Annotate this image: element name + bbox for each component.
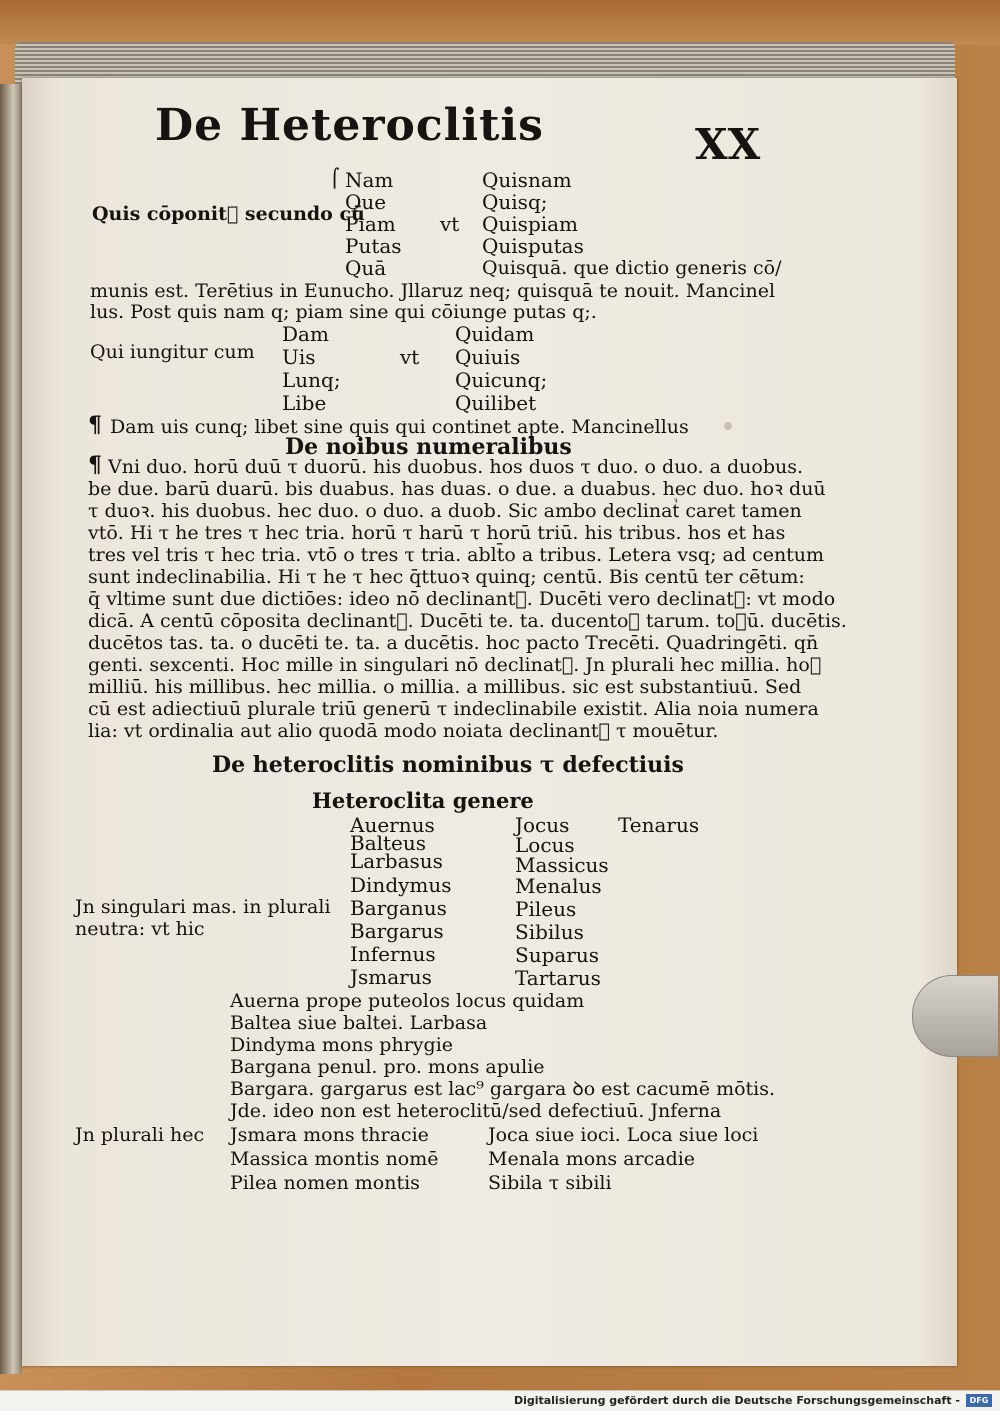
text-line: τ duoꝛ. his duobus. hec duo. o duo. a duob. Sic ambo declinatᷣ caret tamen [88,500,802,522]
block3-col3-item: Tenarus [618,813,700,837]
block2-vt: vt [400,345,420,369]
block2-col2-item: Quilibet [455,391,537,415]
block1-col2-item: Quisquā. que dictio generis cō/ [482,257,782,279]
text-line: Jde. ideo non est heteroclitū/sed defectiuū. Jnferna [230,1100,722,1122]
block2-col1-item: Libe [282,391,327,415]
block1-col1-item: Quā [345,256,387,280]
block2-col2-item: Quidam [455,322,535,346]
block3-col1-item: Balteus [350,831,427,855]
block2-col1-item: Uis [282,345,316,369]
page-clip [912,975,999,1057]
folio-number: XX [695,120,761,169]
text-line: Auerna prope puteolos locus quidam [230,990,585,1012]
block2-col2-item: Quiuis [455,345,521,369]
text-line: tres vel tris τ hec tria. vtō o tres τ tria. ablt̄o a tribus. Letera vsq; ad centum [88,544,825,566]
text-line: Bargana penul. pro. mons apulie [230,1056,545,1078]
text-line: ducētos tas. ta. o ducēti te. ta. a ducētis. hoc pacto Trecēti. Quadringēti. qn̄ [88,632,819,654]
block3-left-label: Jn singulari mas. in plurali [75,896,331,918]
block4-pair-right: Joca siue ioci. Loca siue loci [488,1124,759,1146]
block2-left-label: Qui iungitur cum [90,341,255,363]
block3-col2-item: Tartarus [515,966,601,990]
block1-col1-item: Piam [345,212,396,236]
text-line: vtō. Hi τ he tres τ hec tria. horū τ harū τ horū triū. his tribus. hos et has [88,522,786,544]
block4-left-label: Jn plurali hec [75,1124,205,1146]
footer-bar [0,1390,1000,1411]
block2-col1-item: Lunq; [282,368,341,392]
left-page-edge [0,84,22,1374]
block4-pair-right: Sibila τ sibili [488,1172,612,1194]
block3-col2-item: Suparus [515,943,600,967]
paragraph-mark: ¶ [88,412,102,438]
block3-left-label: neutra: vt hic [75,918,205,940]
text-line: munis est. Terētius in Eunucho. Jllaruz neq; quisquā te nouit. Mancinel [90,280,776,302]
block1-col1-item: Putas [345,234,402,258]
text-line: sunt indeclinabilia. Hi τ he τ hec q̄ttuoꝛ quinq; centū. Bis centū ter cētum: [88,566,805,588]
block4-pair-left: Massica montis nomē [230,1148,439,1170]
text-line: Bargara. gargarus est lac⁹ gargara ꝺo est cacumē mōtis. [230,1078,776,1100]
block3-col1-item: Dindymus [350,873,452,897]
section-heading: De noibus numeralibus [285,434,572,460]
block3-col2-item: Menalus [515,874,602,898]
text-line: lus. Post quis nam q; piam sine qui cōiunge putas q;. [90,301,597,323]
block3-col2-item: Sibilus [515,920,584,944]
block4-pair-left: Jsmara mons thracie [230,1124,429,1146]
page-title: De Heteroclitis [155,100,544,151]
block1-col1-item: Nam [345,168,394,192]
block2-col1-item: Dam [282,322,329,346]
block3-col2-item: Pileus [515,897,577,921]
funding-credit: Digitalisierung gefördert durch die Deutsche Forschungsgemeinschaft - [513,1394,960,1407]
text-line: Baltea siue baltei. Larbasa [230,1012,488,1034]
block4-pair-left: Pilea nomen montis [230,1172,420,1194]
block2-col2-item: Quicunq; [455,368,548,392]
text-line: q̄ vltime sunt due dictiōes: ideo nō declinantᷣ. Ducēti vero declinatᷣ: vt modo [88,588,836,610]
paragraph-mark: ¶ [88,452,102,478]
block3-col1-item: Auernus [350,813,435,837]
text-line: Vni duo. horū duū τ duorū. his duobus. hos duos τ duo. o duo. a duobus. [108,456,804,478]
text-line: be due. barū duarū. bis duabus. has duas. o due. a duabus. hec duo. hoꝛ duū [88,478,826,500]
block4-pair-right: Menala mons arcadie [488,1148,696,1170]
block1-col1-item: Que [345,190,387,214]
cover-edge [0,0,1000,45]
block1-col2-item: Quisnam [482,168,572,192]
text-line: dicā. A centū cōposita declinantᷣ. Ducēti te. ta. ducentoꝛ tarum. toꝛū. ducētis. [88,610,847,632]
block3-col1-item: Jsmarus [350,965,432,989]
paper-spot [724,422,732,430]
section-heading: De heteroclitis nominibus τ defectiuis [212,752,684,778]
text-line: Dam uis cunq; libet sine quis qui continet apte. Mancinellus [110,416,689,438]
block3-col1-item: Infernus [350,942,436,966]
text-line: cū est adiectiuū plurale triū generū τ indeclinabile existit. Alia noia numera [88,698,819,720]
subsection-heading: Heteroclita genere [312,788,534,813]
block1-col2-item: Quisq; [482,190,548,214]
block1-left-label: Quis cōponitᷣ secundo cū [92,203,365,225]
brace-open: ⌠ [330,168,340,189]
block1-vt: vt [440,212,460,236]
text-line: Dindyma mons phrygie [230,1034,454,1056]
block3-col1-item: Bargarus [350,919,444,943]
text-line: genti. sexcenti. Hoc mille in singulari nō declinatᷣ. Jn plurali hec millia. hoꝛ [88,654,822,676]
block1-col2-item: Quisputas [482,234,584,258]
text-line: lia: vt ordinalia aut alio quodā modo noiata declinantᷣ τ mouētur. [88,720,719,742]
block3-col2-item: Jocus [515,813,570,837]
dfg-logo: DFG [966,1394,992,1407]
block3-col2-item: Massicus [515,853,609,877]
block1-col2-item: Quispiam [482,212,579,236]
block3-col1-item: Larbasus [350,849,443,873]
text-line: milliū. his millibus. hec millia. o millia. a millibus. sic est substantiuū. Sed [88,676,802,698]
block3-col1-item: Barganus [350,896,447,920]
block3-col2-item: Locus [515,833,575,857]
